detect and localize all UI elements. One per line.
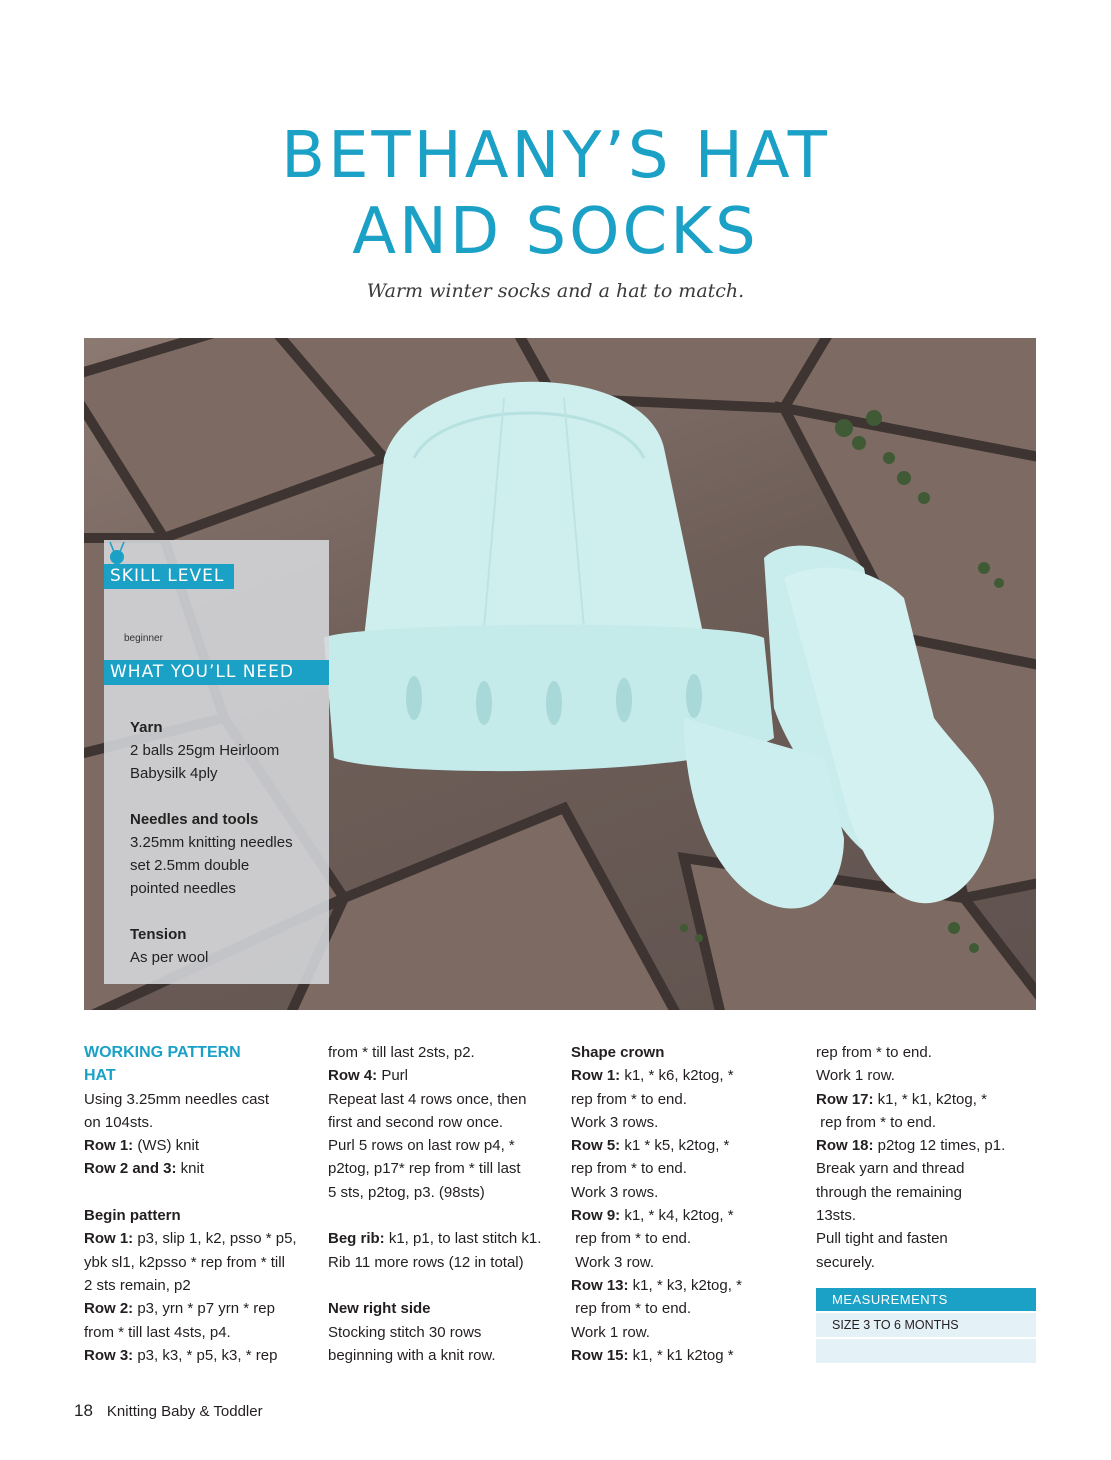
instruction-line: rep from * to end.	[816, 1113, 937, 1131]
subheading	[84, 1204, 309, 1227]
instruction-line	[328, 1227, 553, 1250]
materials-heading: Needles and tools	[130, 811, 259, 828]
section-heading: WORKING PATTERN	[84, 1044, 241, 1061]
instruction-line: securely.	[816, 1253, 875, 1271]
row-text: p3, k3, * p5, k3, * rep	[133, 1346, 278, 1364]
materials-line: Babysilk 4ply	[130, 765, 218, 782]
subheading	[328, 1297, 553, 1320]
skill-level-label: beginner	[124, 633, 163, 644]
instruction-line: from * till last 2sts, p2.	[328, 1044, 475, 1061]
instruction-line: Break yarn and thread	[816, 1160, 965, 1178]
row-label: Row 2 and 3:	[84, 1160, 177, 1178]
materials-line: 2 balls 25gm Heirloom	[130, 742, 280, 759]
instruction-line: Work 3 rows.	[571, 1113, 659, 1131]
yarn-ball-needles-icon	[104, 540, 130, 566]
row-text: k1, * k4, k2tog, *	[620, 1207, 734, 1225]
row-label: Row 2:	[84, 1300, 134, 1318]
instruction-line	[84, 1157, 309, 1180]
pattern-column-2	[328, 1041, 553, 1367]
row-label: Row 5:	[571, 1137, 621, 1155]
skill-level-header: SKILL LEVEL	[104, 564, 234, 589]
instruction-line: rep from * to end.	[571, 1230, 692, 1248]
row-label: Row 18:	[816, 1137, 874, 1155]
instruction-line: ybk sl1, k2psso * rep from * till	[84, 1253, 285, 1271]
instruction-line	[328, 1064, 553, 1087]
subheading-text: Begin pattern	[84, 1207, 181, 1225]
instruction-line	[571, 1134, 796, 1157]
instruction-line: beginning with a knit row.	[328, 1346, 496, 1364]
row-text: k1, * k6, k2tog, *	[620, 1067, 734, 1085]
instruction-line: Work 1 row.	[816, 1067, 895, 1085]
row-text: knit	[176, 1160, 205, 1178]
materials-line: 3.25mm knitting needles	[130, 834, 293, 851]
instruction-line	[84, 1297, 309, 1320]
row-text: k1, p1, to last stitch k1.	[384, 1230, 542, 1248]
row-label: Row 1:	[571, 1067, 621, 1085]
instruction-line: rep from * to end.	[571, 1160, 687, 1178]
row-text: k1, * k3, k2tog, *	[628, 1276, 742, 1294]
subtitle: Warm winter socks and a hat to match.	[366, 280, 745, 302]
materials-needles	[130, 808, 325, 900]
materials-yarn	[130, 716, 325, 785]
materials-list	[130, 716, 325, 992]
instruction-line: Using 3.25mm needles cast	[84, 1090, 270, 1108]
materials-line: As per wool	[130, 949, 209, 966]
row-text: p2tog 12 times, p1.	[873, 1137, 1006, 1155]
instruction-line: Rib 11 more rows (12 in total)	[328, 1253, 524, 1271]
instruction-line: Pull tight and fasten	[816, 1230, 948, 1248]
subheading-text: New right side	[328, 1300, 431, 1318]
what-you-need-header: WHAT YOU’LL NEED	[104, 660, 329, 685]
row-text: (WS) knit	[133, 1137, 200, 1155]
instruction-line	[84, 1227, 309, 1250]
materials-heading: Yarn	[130, 719, 163, 736]
instruction-line: from * till last 4sts, p4.	[84, 1323, 231, 1341]
page-title	[0, 118, 1111, 270]
row-text: k1 * k5, k2tog, *	[620, 1137, 730, 1155]
measurements-size-row: SIZE 3 TO 6 MONTHS	[816, 1313, 1036, 1337]
instruction-line: p2tog, p17* rep from * till last	[328, 1160, 521, 1178]
instruction-line: Work 3 row.	[571, 1253, 655, 1271]
measurements-header: MEASUREMENTS	[816, 1288, 1036, 1311]
row-text: k1, * k1 k2tog *	[628, 1346, 734, 1364]
row-label: Row 1:	[84, 1230, 134, 1248]
instruction-line: Stocking stitch 30 rows	[328, 1323, 482, 1341]
instruction-line: 2 sts remain, p2	[84, 1276, 191, 1294]
publication-title: Knitting Baby & Toddler	[106, 1403, 263, 1420]
instruction-line: rep from * to end.	[816, 1044, 932, 1061]
info-panel	[104, 540, 329, 984]
row-label: Beg rib:	[328, 1230, 385, 1248]
instruction-line	[571, 1344, 796, 1367]
instruction-line	[571, 1204, 796, 1227]
instruction-line: Work 1 row.	[571, 1323, 650, 1341]
instruction-line	[571, 1064, 796, 1087]
instruction-line	[816, 1134, 1041, 1157]
row-label: Row 13:	[571, 1276, 629, 1294]
page-footer	[74, 1401, 263, 1421]
instruction-line: 5 sts, p2tog, p3. (98sts)	[328, 1183, 485, 1201]
row-label: Row 1:	[84, 1137, 134, 1155]
instruction-line: first and second row once.	[328, 1113, 504, 1131]
instruction-line	[84, 1344, 309, 1367]
subheading-text: Shape crown	[571, 1044, 665, 1061]
title-line-1: BETHANY’S HAT	[281, 119, 830, 193]
row-label: Row 3:	[84, 1346, 134, 1364]
row-text: k1, * k1, k2tog, *	[873, 1090, 987, 1108]
measurements-table	[816, 1288, 1036, 1363]
instruction-line	[816, 1088, 1041, 1111]
row-text: p3, yrn * p7 yrn * rep	[133, 1300, 275, 1318]
materials-line: set 2.5mm double	[130, 857, 250, 874]
subheading	[571, 1041, 796, 1064]
pattern-column-1	[84, 1041, 309, 1367]
instruction-line: through the remaining	[816, 1183, 962, 1201]
section-heading: HAT	[84, 1067, 116, 1085]
row-text: p3, slip 1, k2, psso * p5,	[133, 1230, 297, 1248]
instruction-line: Work 3 rows.	[571, 1183, 659, 1201]
row-label: Row 17:	[816, 1090, 874, 1108]
instruction-line: 13sts.	[816, 1207, 857, 1225]
materials-tension	[130, 923, 325, 969]
materials-heading: Tension	[130, 926, 187, 943]
hat-and-socks-photo	[84, 338, 1036, 1010]
instruction-line	[84, 1134, 309, 1157]
instruction-line	[571, 1274, 796, 1297]
measurements-empty-row	[816, 1339, 1036, 1363]
row-text: Purl	[377, 1067, 409, 1085]
instruction-line: rep from * to end.	[571, 1300, 692, 1318]
instruction-line: Purl 5 rows on last row p4, *	[328, 1137, 515, 1155]
instruction-line: Repeat last 4 rows once, then	[328, 1090, 527, 1108]
pattern-column-3	[571, 1041, 796, 1367]
row-label: Row 4:	[328, 1067, 378, 1085]
pattern-column-4	[816, 1041, 1041, 1274]
title-line-2: AND SOCKS	[352, 195, 759, 269]
materials-line: pointed needles	[130, 880, 236, 897]
instruction-line: on 104sts.	[84, 1113, 154, 1131]
page-number: 18	[74, 1401, 93, 1420]
row-label: Row 9:	[571, 1207, 621, 1225]
row-label: Row 15:	[571, 1346, 629, 1364]
instruction-line: rep from * to end.	[571, 1090, 687, 1108]
